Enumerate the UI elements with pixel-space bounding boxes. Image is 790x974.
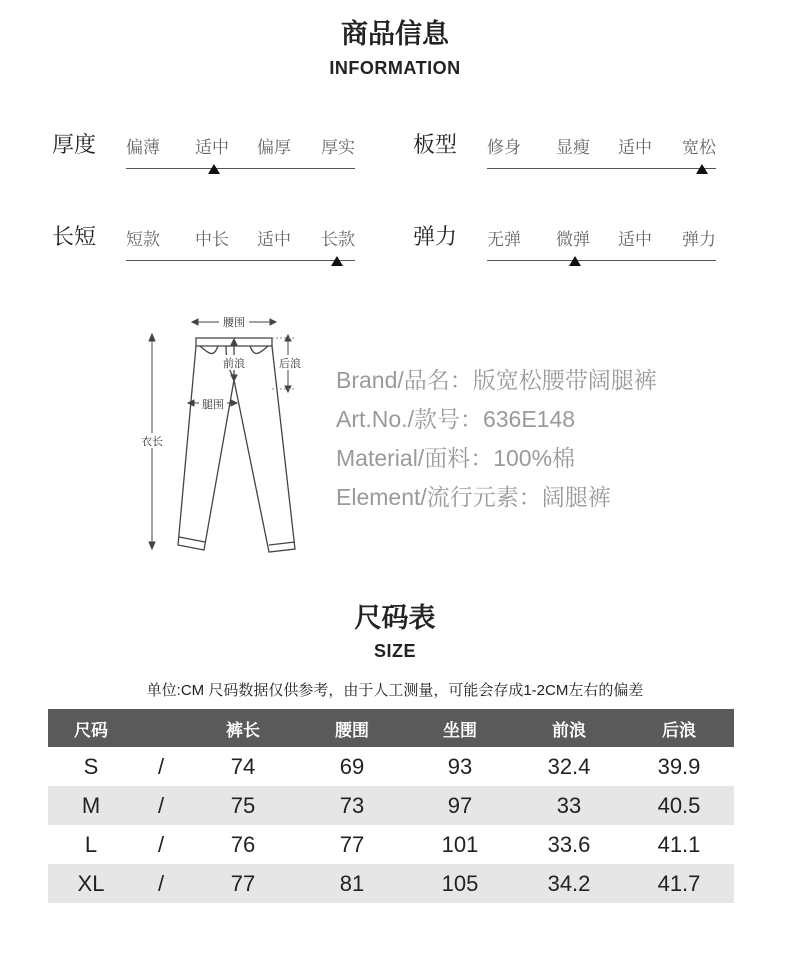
attr-option: 无弹 bbox=[487, 230, 521, 249]
thigh-label: 腿围 bbox=[202, 399, 224, 411]
table-row bbox=[48, 864, 734, 903]
cell-slash: / bbox=[134, 864, 188, 903]
product-brand: Brand/品名：版宽松腰带阔腿裤 bbox=[336, 367, 657, 393]
cell-waist: 69 bbox=[339, 753, 365, 779]
attr-option: 适中 bbox=[257, 230, 291, 249]
attr-scale-line bbox=[487, 168, 716, 169]
product-art-no: Art.No./款号：636E148 bbox=[336, 406, 576, 432]
attr-label: 板型 bbox=[413, 132, 458, 157]
header-size: 尺码 bbox=[48, 709, 134, 747]
cell-back-rise: 39.9 bbox=[657, 753, 701, 779]
size-title-en: SIZE bbox=[373, 641, 416, 661]
attr-option: 偏厚 bbox=[257, 138, 291, 157]
cell-back-rise: 40.5 bbox=[624, 786, 734, 825]
cell-waist: 81 bbox=[298, 864, 406, 903]
cell-front-rise: 34.2 bbox=[514, 864, 624, 903]
attr-option: 长款 bbox=[321, 230, 355, 249]
info-title-en: INFORMATION bbox=[329, 58, 461, 78]
attr-scale-line bbox=[487, 260, 716, 261]
cell-hip: 93 bbox=[447, 753, 473, 779]
cell-hip: 105 bbox=[406, 864, 514, 903]
attr-marker-triangle bbox=[569, 256, 581, 266]
header-back-rise: 后浪 bbox=[624, 709, 734, 747]
size-title-cn: 尺码表 bbox=[354, 603, 436, 633]
table-row bbox=[48, 747, 734, 786]
back-rise-label: 后浪 bbox=[279, 358, 301, 370]
product-material: Material/面料：100%棉 bbox=[336, 445, 576, 471]
cell-size: S bbox=[83, 753, 99, 779]
attr-option: 宽松 bbox=[682, 138, 716, 157]
size-note: 单位:CM 尺码数据仅供参考，由于人工测量，可能会存成1-2CM左右的偏差 bbox=[146, 682, 644, 699]
waist-label: 腰围 bbox=[223, 317, 245, 329]
cell-pants-length: 76 bbox=[230, 831, 256, 857]
header-hip: 坐围 bbox=[406, 709, 514, 747]
table-row bbox=[48, 825, 734, 864]
attr-option: 短款 bbox=[126, 230, 160, 249]
header-front-rise: 前浪 bbox=[514, 709, 624, 747]
cell-hip: 101 bbox=[441, 831, 479, 857]
table-row bbox=[48, 786, 734, 825]
attr-marker-triangle bbox=[696, 164, 708, 174]
cell-size: M bbox=[48, 786, 134, 825]
header-pants-length: 裤长 bbox=[188, 709, 298, 747]
attr-option: 适中 bbox=[618, 138, 652, 157]
attr-option: 中长 bbox=[195, 230, 229, 249]
cell-pants-length: 77 bbox=[188, 864, 298, 903]
cell-front-rise: 32.4 bbox=[547, 753, 591, 779]
header-blank bbox=[134, 709, 188, 747]
attr-marker-triangle bbox=[331, 256, 343, 266]
cell-slash: / bbox=[157, 753, 165, 779]
attr-option: 厚实 bbox=[321, 138, 355, 157]
cell-size: L bbox=[84, 831, 98, 857]
cell-slash: / bbox=[157, 831, 165, 857]
cell-waist: 73 bbox=[298, 786, 406, 825]
cell-pants-length: 75 bbox=[188, 786, 298, 825]
cell-size: XL bbox=[48, 864, 134, 903]
pants-measurement-diagram bbox=[130, 305, 320, 560]
attr-option: 修身 bbox=[487, 138, 521, 157]
product-element: Element/流行元素：阔腿裤 bbox=[336, 484, 611, 510]
size-table-header bbox=[48, 709, 734, 747]
header-waist: 腰围 bbox=[298, 709, 406, 747]
attr-label: 厚度 bbox=[52, 132, 97, 157]
length-label: 衣长 bbox=[141, 436, 163, 448]
attr-marker-triangle bbox=[208, 164, 220, 174]
attr-option: 偏薄 bbox=[126, 138, 160, 157]
cell-waist: 77 bbox=[339, 831, 365, 857]
cell-hip: 97 bbox=[406, 786, 514, 825]
attr-option: 显瘦 bbox=[556, 138, 590, 157]
attr-label: 弹力 bbox=[413, 224, 458, 249]
attr-option: 弹力 bbox=[682, 230, 716, 249]
attr-label: 长短 bbox=[52, 224, 97, 249]
attr-option: 微弹 bbox=[556, 230, 590, 249]
attr-scale-line bbox=[126, 168, 355, 169]
size-table bbox=[48, 709, 734, 903]
cell-slash: / bbox=[134, 786, 188, 825]
cell-back-rise: 41.1 bbox=[657, 831, 701, 857]
attr-scale-line bbox=[126, 260, 355, 261]
cell-front-rise: 33.6 bbox=[547, 831, 591, 857]
cell-front-rise: 33 bbox=[514, 786, 624, 825]
pants-outline-icon bbox=[178, 338, 295, 552]
cell-back-rise: 41.7 bbox=[624, 864, 734, 903]
attr-option: 适中 bbox=[195, 138, 229, 157]
front-rise-label: 前浪 bbox=[223, 358, 245, 370]
cell-pants-length: 74 bbox=[230, 753, 256, 779]
info-title-cn: 商品信息 bbox=[341, 19, 449, 49]
attr-option: 适中 bbox=[618, 230, 652, 249]
